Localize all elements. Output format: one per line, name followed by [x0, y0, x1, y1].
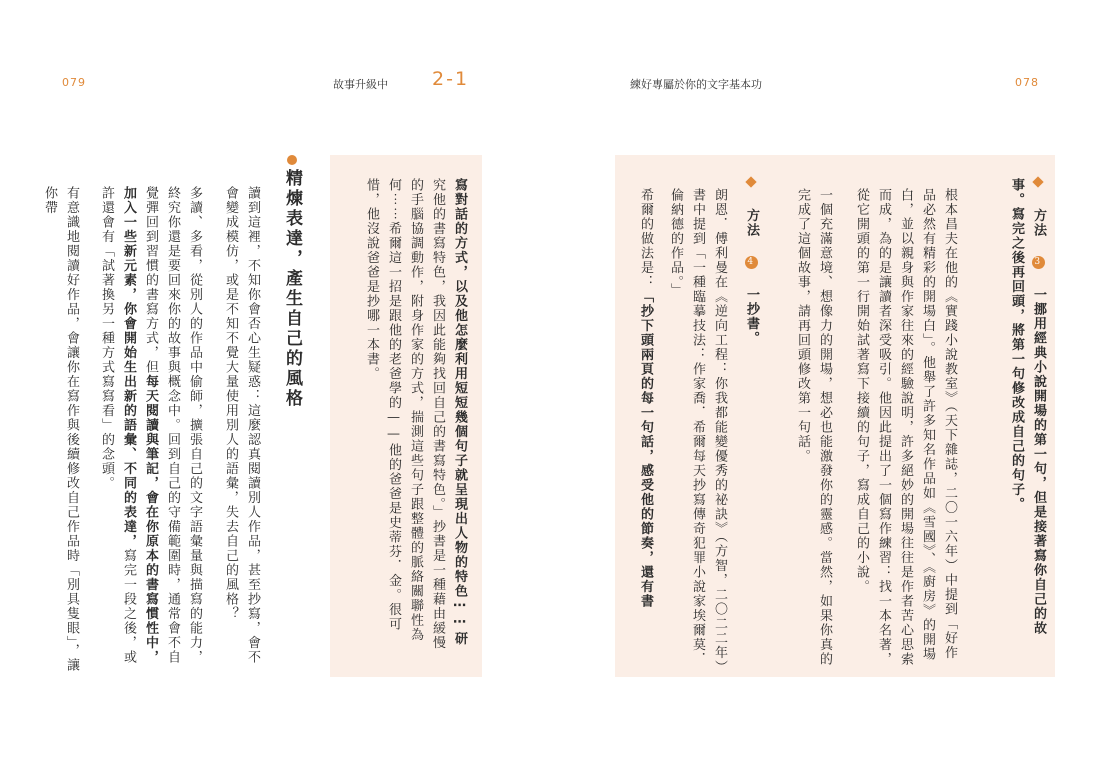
- left-paragraph-2-post: 寫完一段之後，或許還會有「試著換另一種方式寫寫看」的念頭。: [99, 186, 136, 665]
- right-paragraph-4: [630, 188, 656, 668]
- left-paragraph-2-pre: 多讀、多看，從別人的作品中偷師，擴張自己的文字語彙量與描寫的能力，終究你還是要回來你的故事與概念中。回到自己的守備範圍時，通常會不自覺彈回到習慣的書寫方式，但: [143, 186, 202, 665]
- right-paragraph-1: 根本昌夫在他的《實踐小說教室》（天下雜誌，二〇一六年）中提到「好作品必然有精彩的開場白」。他舉了許多知名作品如《雪國》、《廚房》的開場白，並以親身與作家往來的經驗說明，許多絕妙的開場往往是作者苦心思索而成，為的是讓讀者深受吸引。他因此提出了一個寫作練習：找一本名著，從它開頭的第一行開始試著寫下接續的句子，寫成自己的小說。: [854, 188, 957, 667]
- diamond-bullet-icon: [745, 176, 756, 187]
- circle-bullet-icon: [287, 155, 297, 165]
- right-paragraph-3: 朗恩．傅利曼在《逆向工程：你我都能變優秀的祕訣》（方智，二〇二二年）書中提到「一種臨摹技法：作家喬．希爾每天抄寫傳奇犯罪小說家埃爾莫．倫納德的作品。」: [668, 188, 727, 668]
- page-number-right: 078: [1015, 76, 1039, 89]
- method3-title: 一挪用經典小說開場的第一句，但是接著寫你自己的故事。寫完之後再回頭，將第一句修改成自己的句子。: [1009, 178, 1046, 636]
- method4-title: 一抄書。: [744, 287, 759, 346]
- page-number-left: 079: [62, 76, 86, 89]
- left-paragraph-2-bold: 每天閱讀與筆記，會在你原本的書寫慣性中，加入一些新元素，你會開始生出新的語彙、不同的表達，: [121, 186, 158, 665]
- right-paragraph-4-lead: 希爾的做法是：: [638, 188, 653, 290]
- right-paragraph-2: 一個充滿意境、想像力的開場，想必也能激發你的靈感。當然，如果你真的完成了這個故事，請再回頭修改第一句話。: [795, 188, 832, 667]
- running-head-right: 練好專屬於你的文字基本功: [630, 78, 762, 91]
- left-paragraph-3: 有意識地閱讀好作品，會讓你在寫作與後續修改自己作品時「別具隻眼」，讓你帶: [42, 186, 79, 673]
- left-box-text: [345, 178, 470, 658]
- left-paragraph-1: 讀到這裡，不知你會否心生疑惑：這麼認真閱讀別人作品，甚至抄寫，會不會變成模仿，或是不知不覺大量使用別人的語彙，失去自己的風格？: [223, 186, 260, 665]
- running-head-left: 故事升級中: [333, 78, 388, 91]
- method4-number-badge: 4: [745, 256, 758, 269]
- diamond-bullet-icon: [1032, 176, 1043, 187]
- method3-number-badge: 3: [1032, 256, 1045, 269]
- chapter-number: 2-1: [432, 68, 470, 90]
- left-paragraph-2: [85, 186, 205, 676]
- section-heading-text: 精煉表達，產生自己的風格: [282, 169, 302, 409]
- left-box-bold: 寫對話的方式，以及他怎麼利用短短幾個句子就呈現出人物的特色⋯⋯研: [452, 178, 467, 646]
- method3-label: 方法: [1031, 208, 1046, 238]
- left-box-body: 究他的書寫特色，我因此能夠找回自己的書寫特色。」抄書是一種藉由緩慢的手腦協調動作，附身作家的方式，揣測這些句子跟整體的脈絡關聯性為何⋯⋯希爾這一招是跟他的老爸學的——他的爸爸是史蒂芬．金。很可惜，他沒說爸爸是抄哪一本書。: [364, 178, 445, 650]
- method4-label: 方法: [744, 208, 759, 238]
- section-heading: [280, 155, 305, 435]
- method3-heading: [1005, 178, 1049, 658]
- method4-heading: [740, 178, 762, 658]
- right-paragraph-4-bold: 「抄下頭兩頁的每一句話，感受他的節奏，還有書: [638, 289, 653, 609]
